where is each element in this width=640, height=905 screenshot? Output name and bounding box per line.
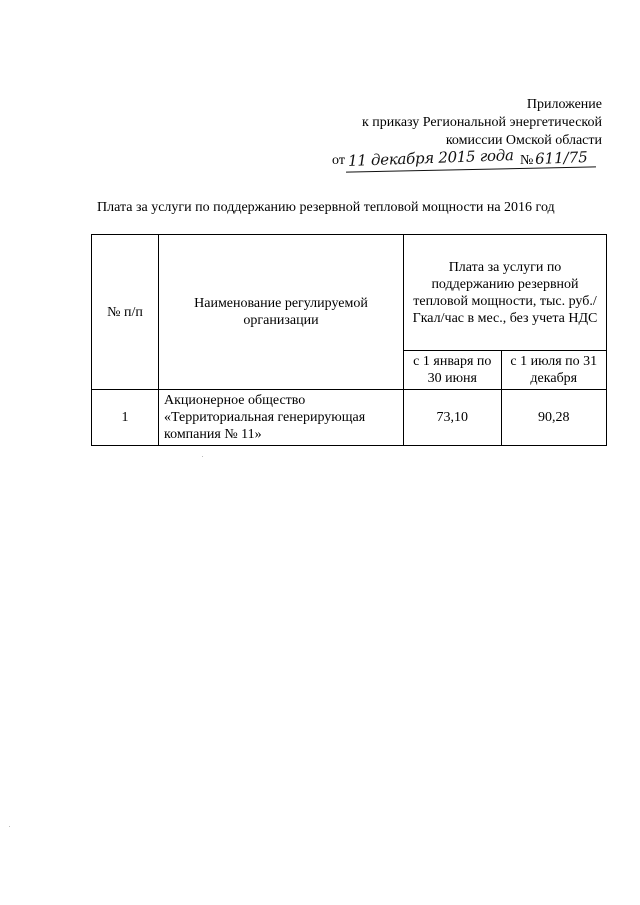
order-prefix: от (332, 153, 345, 168)
table-row (92, 390, 607, 446)
scan-speck (9, 826, 10, 827)
header-payment: Плата за услуги по поддержанию резервной тепловой мощности, тыс. руб./Гкал/час в мес., без учета НДС (404, 235, 607, 351)
table-header-row (92, 235, 607, 351)
appendix-line-2: комиссии Омской области (445, 133, 602, 148)
row-value-period-2: 90,28 (501, 390, 606, 446)
row-value-period-1: 73,10 (404, 390, 502, 446)
order-number-sign: № (520, 153, 534, 168)
row-number: 1 (92, 390, 159, 446)
appendix-header (362, 96, 602, 150)
fee-table (91, 234, 607, 446)
order-date-handwritten: 11 декабря 2015 года (347, 146, 514, 170)
scan-speck (202, 456, 203, 457)
header-period-2: с 1 июля по 31 декабря (501, 351, 606, 390)
appendix-title: Приложение (526, 97, 602, 112)
order-reference (332, 146, 622, 174)
order-number-handwritten: 611/75 (534, 148, 589, 168)
header-organization: Наименование регулируемой организации (159, 235, 404, 390)
appendix-line-1: к приказу Региональной энергетической (361, 115, 602, 130)
row-organization: Акционерное общество «Территориальная генерирующая компания № 11» (159, 390, 404, 446)
header-number: № п/п (92, 235, 159, 390)
header-period-1: с 1 января по 30 июня (404, 351, 502, 390)
document-title: Плата за услуги по поддержанию резервной тепловой мощности на 2016 год (97, 200, 555, 215)
